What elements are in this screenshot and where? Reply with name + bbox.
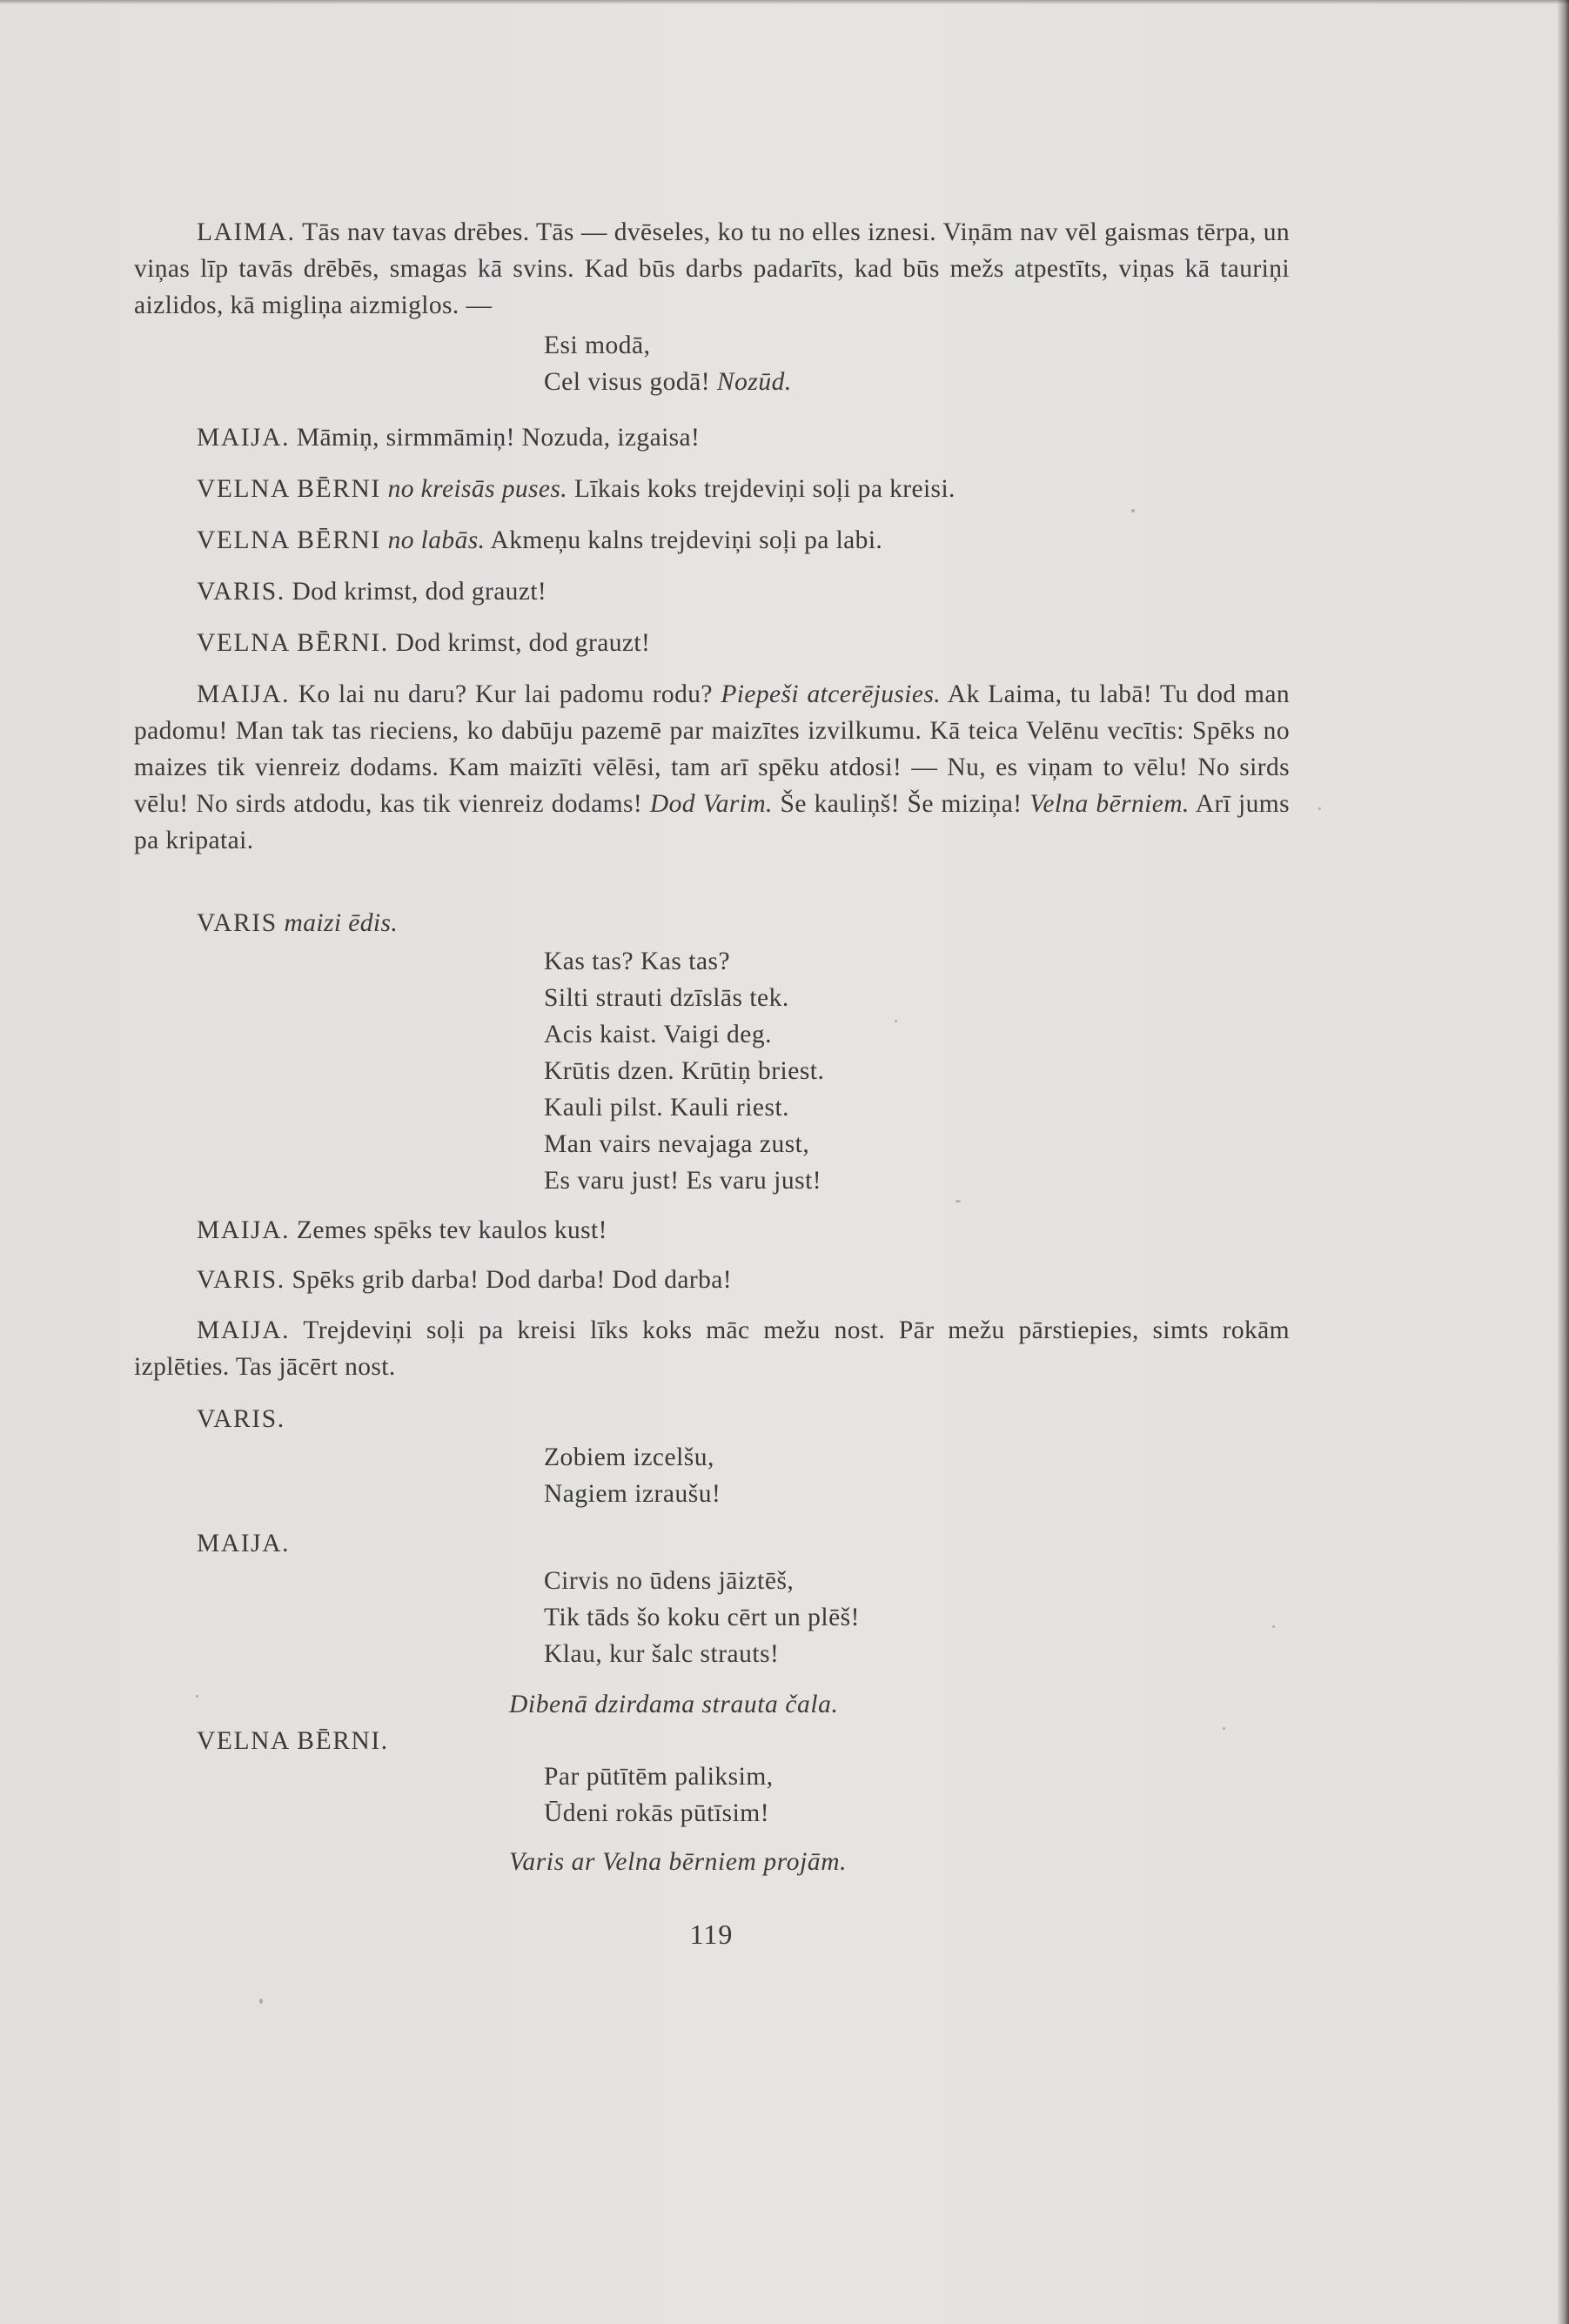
speech-text: Akmeņu kalns trejdeviņi soļi pa labi.: [490, 526, 883, 554]
speaker-varis: [197, 1401, 1352, 1437]
speech-varis-3: [197, 1262, 1352, 1298]
paper-speck: [895, 1020, 897, 1022]
speaker-name: VARIS.: [197, 578, 285, 606]
verse-line: Kauli pilst. Kauli riest.: [544, 1094, 790, 1122]
speaker-name: MAIJA.: [197, 680, 291, 708]
stage-direction: Nozūd.: [716, 368, 792, 396]
speech-text: Še kauliņš! Še miziņa!: [772, 790, 1030, 818]
verse-line: Esi modā,: [544, 332, 651, 359]
speech-velna-berni-2: [197, 522, 1352, 559]
speech-text: Tās nav tavas drēbes. Tās — dvēseles, ko tu no elles iznesi. Viņām nav vēl gaismas tērpa, un viņas līp tavās drēbēs, smagas kā svins. Kad būs darbs padarīts, kad būs mežs atpestīts, viņas kā tauriņi aizlidos, kā migliņa aizmiglos. —: [134, 218, 1290, 319]
stage-direction: maizi ēdis.: [284, 909, 399, 937]
speaker-name: VARIS.: [197, 1266, 285, 1294]
speaker-name: MAIJA.: [197, 1216, 291, 1244]
speech-text: Līkais koks trejdeviņi soļi pa kreisi.: [573, 475, 955, 503]
paper-speck: [1318, 807, 1321, 810]
verse-line: Acis kaist. Vaigi deg.: [544, 1021, 772, 1048]
verse-line: Cirvis no ūdens jāiztēš,: [544, 1567, 795, 1595]
stage-direction-center: Varis ar Velna bērniem projām.: [509, 1848, 848, 1876]
paper-speck: [1272, 1625, 1275, 1628]
verse-line: Es varu just! Es varu just!: [544, 1167, 822, 1195]
speech-varis-2: [197, 905, 1352, 941]
verse-block-5: [544, 1758, 774, 1832]
verse-block-2: [544, 943, 824, 1199]
speech-maija-3: [197, 1212, 1352, 1249]
speech-text: Ak Laima, tu labā! Tu dod man padomu! Man tak tas rieciens, ko dabūju pazemē par maizītes izvilkumu. Kā teica Velēnu vecītis: Spēks no maizes tik vienreiz dodams. Kam maizīti vēlēsi, tam arī spēku atdosi! — Nu, es viņam to vēlu! No sirds vēlu! No sirds atdodu, kas tik vienreiz dodams!: [134, 680, 1291, 818]
paper-speck: [259, 1999, 263, 2004]
stage-direction: no kreisās puses.: [387, 475, 568, 503]
stage-direction: Velna bērniem.: [1029, 790, 1190, 818]
verse-line: Nagiem izraušu!: [544, 1480, 721, 1508]
speaker-name: MAIJA.: [197, 1530, 291, 1557]
speech-text: Dod krimst, dod grauzt!: [395, 629, 651, 657]
verse-line: Silti strauti dzīslās tek.: [544, 984, 789, 1012]
verse-line: Krūtis dzen. Krūtiņ briest.: [544, 1057, 825, 1085]
paper-speck: [1223, 1727, 1225, 1730]
speech-maija-1: [197, 419, 1352, 456]
verse-line: Klau, kur šalc strauts!: [544, 1640, 780, 1668]
paper-speck: [955, 1200, 961, 1202]
speech-varis-1: [197, 573, 1352, 610]
verse-line: Man vairs nevajaga zust,: [544, 1130, 810, 1158]
speaker-maija: [197, 1525, 1352, 1562]
stage-direction: no labās.: [387, 526, 486, 554]
speech-maija-4: [134, 1312, 1290, 1385]
speech-text: Zemes spēks tev kaulos kust!: [296, 1216, 607, 1244]
stage-direction: Dod Varim.: [649, 790, 773, 818]
speech-text: Māmiņ, sirmmāmiņ! Nozuda, izgaisa!: [296, 424, 701, 452]
speech-velna-berni-3: [197, 625, 1352, 661]
speech-text: Trejdeviņi soļi pa kreisi līks koks māc mežu nost. Pār mežu pārstiepies, simts rokām izplēties. Tas jācērt nost.: [134, 1316, 1290, 1381]
page-number: 119: [689, 1919, 734, 1950]
verse-line: Kas tas? Kas tas?: [544, 948, 731, 975]
speaker-name: VELNA BĒRNI.: [197, 629, 389, 657]
speech-text: Arī jums pa kripatai.: [134, 790, 1290, 854]
verse-block-1: [544, 327, 792, 400]
speech-maija-2: [134, 676, 1290, 859]
verse-line: Zobiem izcelšu,: [544, 1443, 714, 1471]
paper-speck: [1131, 509, 1135, 512]
speech-laima: [134, 214, 1290, 324]
speaker-name: LAIMA.: [197, 218, 296, 246]
speaker-name: VARIS.: [197, 1405, 285, 1433]
speaker-name: VELNA BĒRNI: [197, 526, 381, 554]
stage-direction-center: Dibenā dzirdama strauta čala.: [509, 1691, 839, 1718]
stage-direction: Piepeši atcerējusies.: [721, 680, 941, 708]
verse-line: Tik tāds šo koku cērt un plēš!: [544, 1604, 860, 1631]
speaker-name: VELNA BĒRNI: [197, 475, 381, 503]
verse-line: Ūdeni rokās pūtīsim!: [544, 1799, 770, 1827]
verse-line: Par pūtītēm paliksim,: [544, 1763, 774, 1791]
verse-block-3: [544, 1439, 721, 1512]
verse-block-4: [544, 1563, 860, 1672]
speaker-name: VELNA BĒRNI.: [197, 1727, 389, 1755]
speaker-velna-berni: [197, 1723, 1352, 1759]
speech-velna-berni-1: [197, 471, 1352, 507]
speech-text: Spēks grib darba! Dod darba! Dod darba!: [292, 1266, 732, 1294]
paper-speck: [196, 1695, 198, 1698]
speaker-name: VARIS: [197, 909, 278, 937]
speaker-name: MAIJA.: [197, 1316, 291, 1344]
speech-text: Dod krimst, dod grauzt!: [292, 578, 547, 606]
verse-line: Cel visus godā! Nozūd.: [544, 368, 792, 396]
speech-text: Ko lai nu daru? Kur lai padomu rodu?: [298, 680, 721, 708]
speaker-name: MAIJA.: [197, 424, 291, 452]
